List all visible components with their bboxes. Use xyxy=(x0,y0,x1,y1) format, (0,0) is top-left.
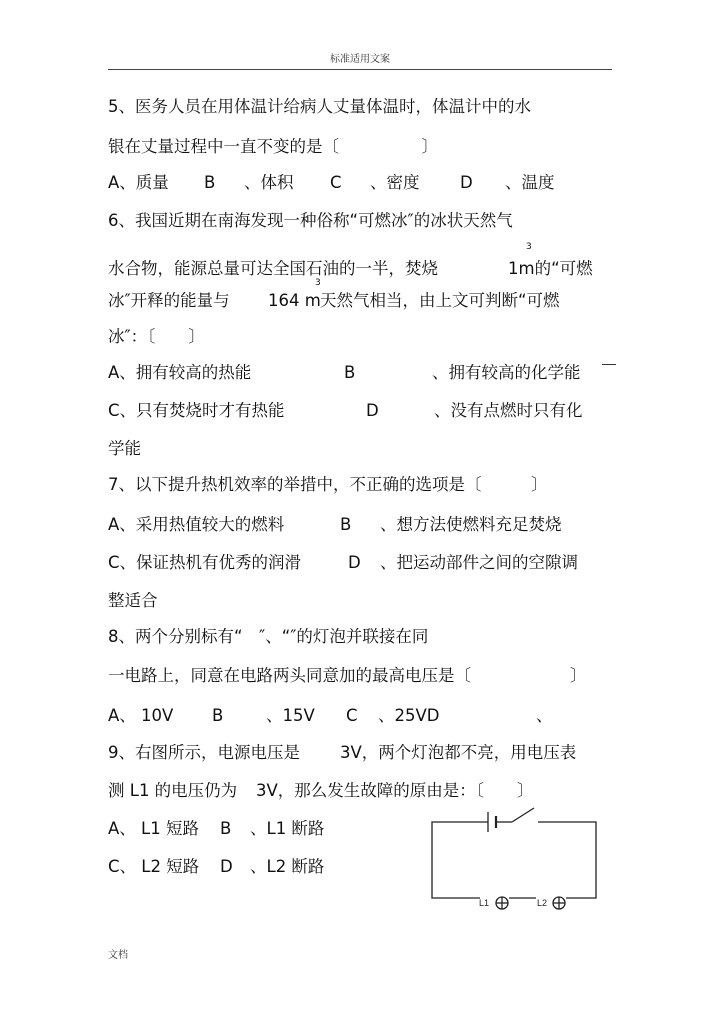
q6-option-d-continued: 学能 xyxy=(108,439,141,458)
q5-option-b-letter: B xyxy=(204,173,216,192)
q6-line2b: 1m的“可燃 xyxy=(508,259,593,278)
q6-superscript-1: 3 xyxy=(526,242,532,252)
page-footer: 文档 xyxy=(108,950,128,961)
q6-line3c: 天然气相当，由上文可判断“可燃 xyxy=(320,291,560,310)
q9-option-c: C、 L2 短路 xyxy=(108,857,200,876)
q8-line2: 一电路上，同意在电路两头同意加的最高电压是〔 〕 xyxy=(108,666,587,685)
q7-option-a: A、采用热值较大的燃料 xyxy=(108,515,285,534)
circuit-label-l2: L2 xyxy=(537,898,548,908)
q9-option-a: A、 L1 短路 xyxy=(108,819,199,838)
q5-option-c-text: 、密度 xyxy=(370,173,420,192)
q7-line1: 7、以下提升热机效率的举措中，不正确的选项是〔 〕 xyxy=(108,475,548,494)
q7-option-b-letter: B xyxy=(340,515,352,534)
q5-option-c-letter: C xyxy=(330,173,342,192)
q8-option-c-text: 、25VD xyxy=(378,706,440,725)
q5-option-d-text: 、温度 xyxy=(505,173,555,192)
q6-option-c: C、只有焚烧时才有热能 xyxy=(108,401,285,420)
q8-option-c-letter: C xyxy=(346,706,358,725)
q8-option-a: A、 10V xyxy=(108,706,174,725)
q9-option-b-text: 、L1 断路 xyxy=(250,819,325,838)
q5-option-b-text: 、体积 xyxy=(244,173,294,192)
q7-option-c: C、保证热机有优秀的润滑 xyxy=(108,553,302,572)
q8-line1: 8、两个分别标有“ ″、“″的灯泡并联接在同 xyxy=(108,627,429,646)
q5-line2: 银在丈量过程中一直不变的是〔 〕 xyxy=(108,137,438,156)
q9-option-d-letter: D xyxy=(220,857,233,876)
q6-option-b-letter: B xyxy=(344,363,356,382)
q9-line2a: 测 L1 的电压仍为 xyxy=(108,781,238,800)
q6-line2a: 水合物，能源总量可达全国石油的一半，焚烧 xyxy=(108,259,438,278)
q5-line1: 5、医务人员在用体温计给病人丈量体温时，体温计中的水 xyxy=(108,97,531,116)
q9-line1b: 3V，两个灯泡都不亮，用电压表 xyxy=(340,743,577,762)
q6-superscript-2: 3 xyxy=(315,278,321,288)
q9-line1a: 9、右图所示，电源电压是 xyxy=(108,743,300,762)
q9-line2b: 3V，那么发生故障的原由是：〔 〕 xyxy=(256,781,534,800)
page-header: 标准适用文案 xyxy=(330,54,390,65)
q6-line3b: 164 m xyxy=(268,291,321,310)
circuit-wire-left xyxy=(432,822,488,898)
q6-option-a: A、拥有较高的热能 xyxy=(108,363,252,382)
q8-option-b-text: 、15V xyxy=(266,706,315,725)
q6-line4: 冰″：〔 〕 xyxy=(108,327,205,346)
q9-option-b-letter: B xyxy=(220,819,232,838)
q9-option-d-text: 、L2 断路 xyxy=(250,857,325,876)
q7-option-d-text: 、把运动部件之间的空隙调 xyxy=(380,553,578,572)
circuit-label-l1: L1 xyxy=(479,898,490,908)
q7-option-d-continued: 整适合 xyxy=(108,591,158,610)
q6-option-b-text: 、拥有较高的化学能 xyxy=(432,363,581,382)
q7-option-b-text: 、想方法使燃料充足焚烧 xyxy=(380,515,562,534)
q5-option-a: A、质量 xyxy=(108,173,169,192)
q6-line1: 6、我国近期在南海发现一种俗称“可燃冰″的冰状天然气 xyxy=(108,211,513,230)
q8-option-d-text: 、 xyxy=(536,706,553,725)
q6-line3a: 冰″开释的能量与 xyxy=(108,291,230,310)
q6-option-d-letter: D xyxy=(366,401,379,420)
circuit-wire-right xyxy=(538,822,596,898)
q7-option-d-letter: D xyxy=(348,553,361,572)
q5-option-d-letter: D xyxy=(460,173,473,192)
q6-option-d-text: 、没有点燃时只有化 xyxy=(434,401,583,420)
q8-option-b-letter: B xyxy=(212,706,224,725)
switch-blade xyxy=(512,808,534,822)
